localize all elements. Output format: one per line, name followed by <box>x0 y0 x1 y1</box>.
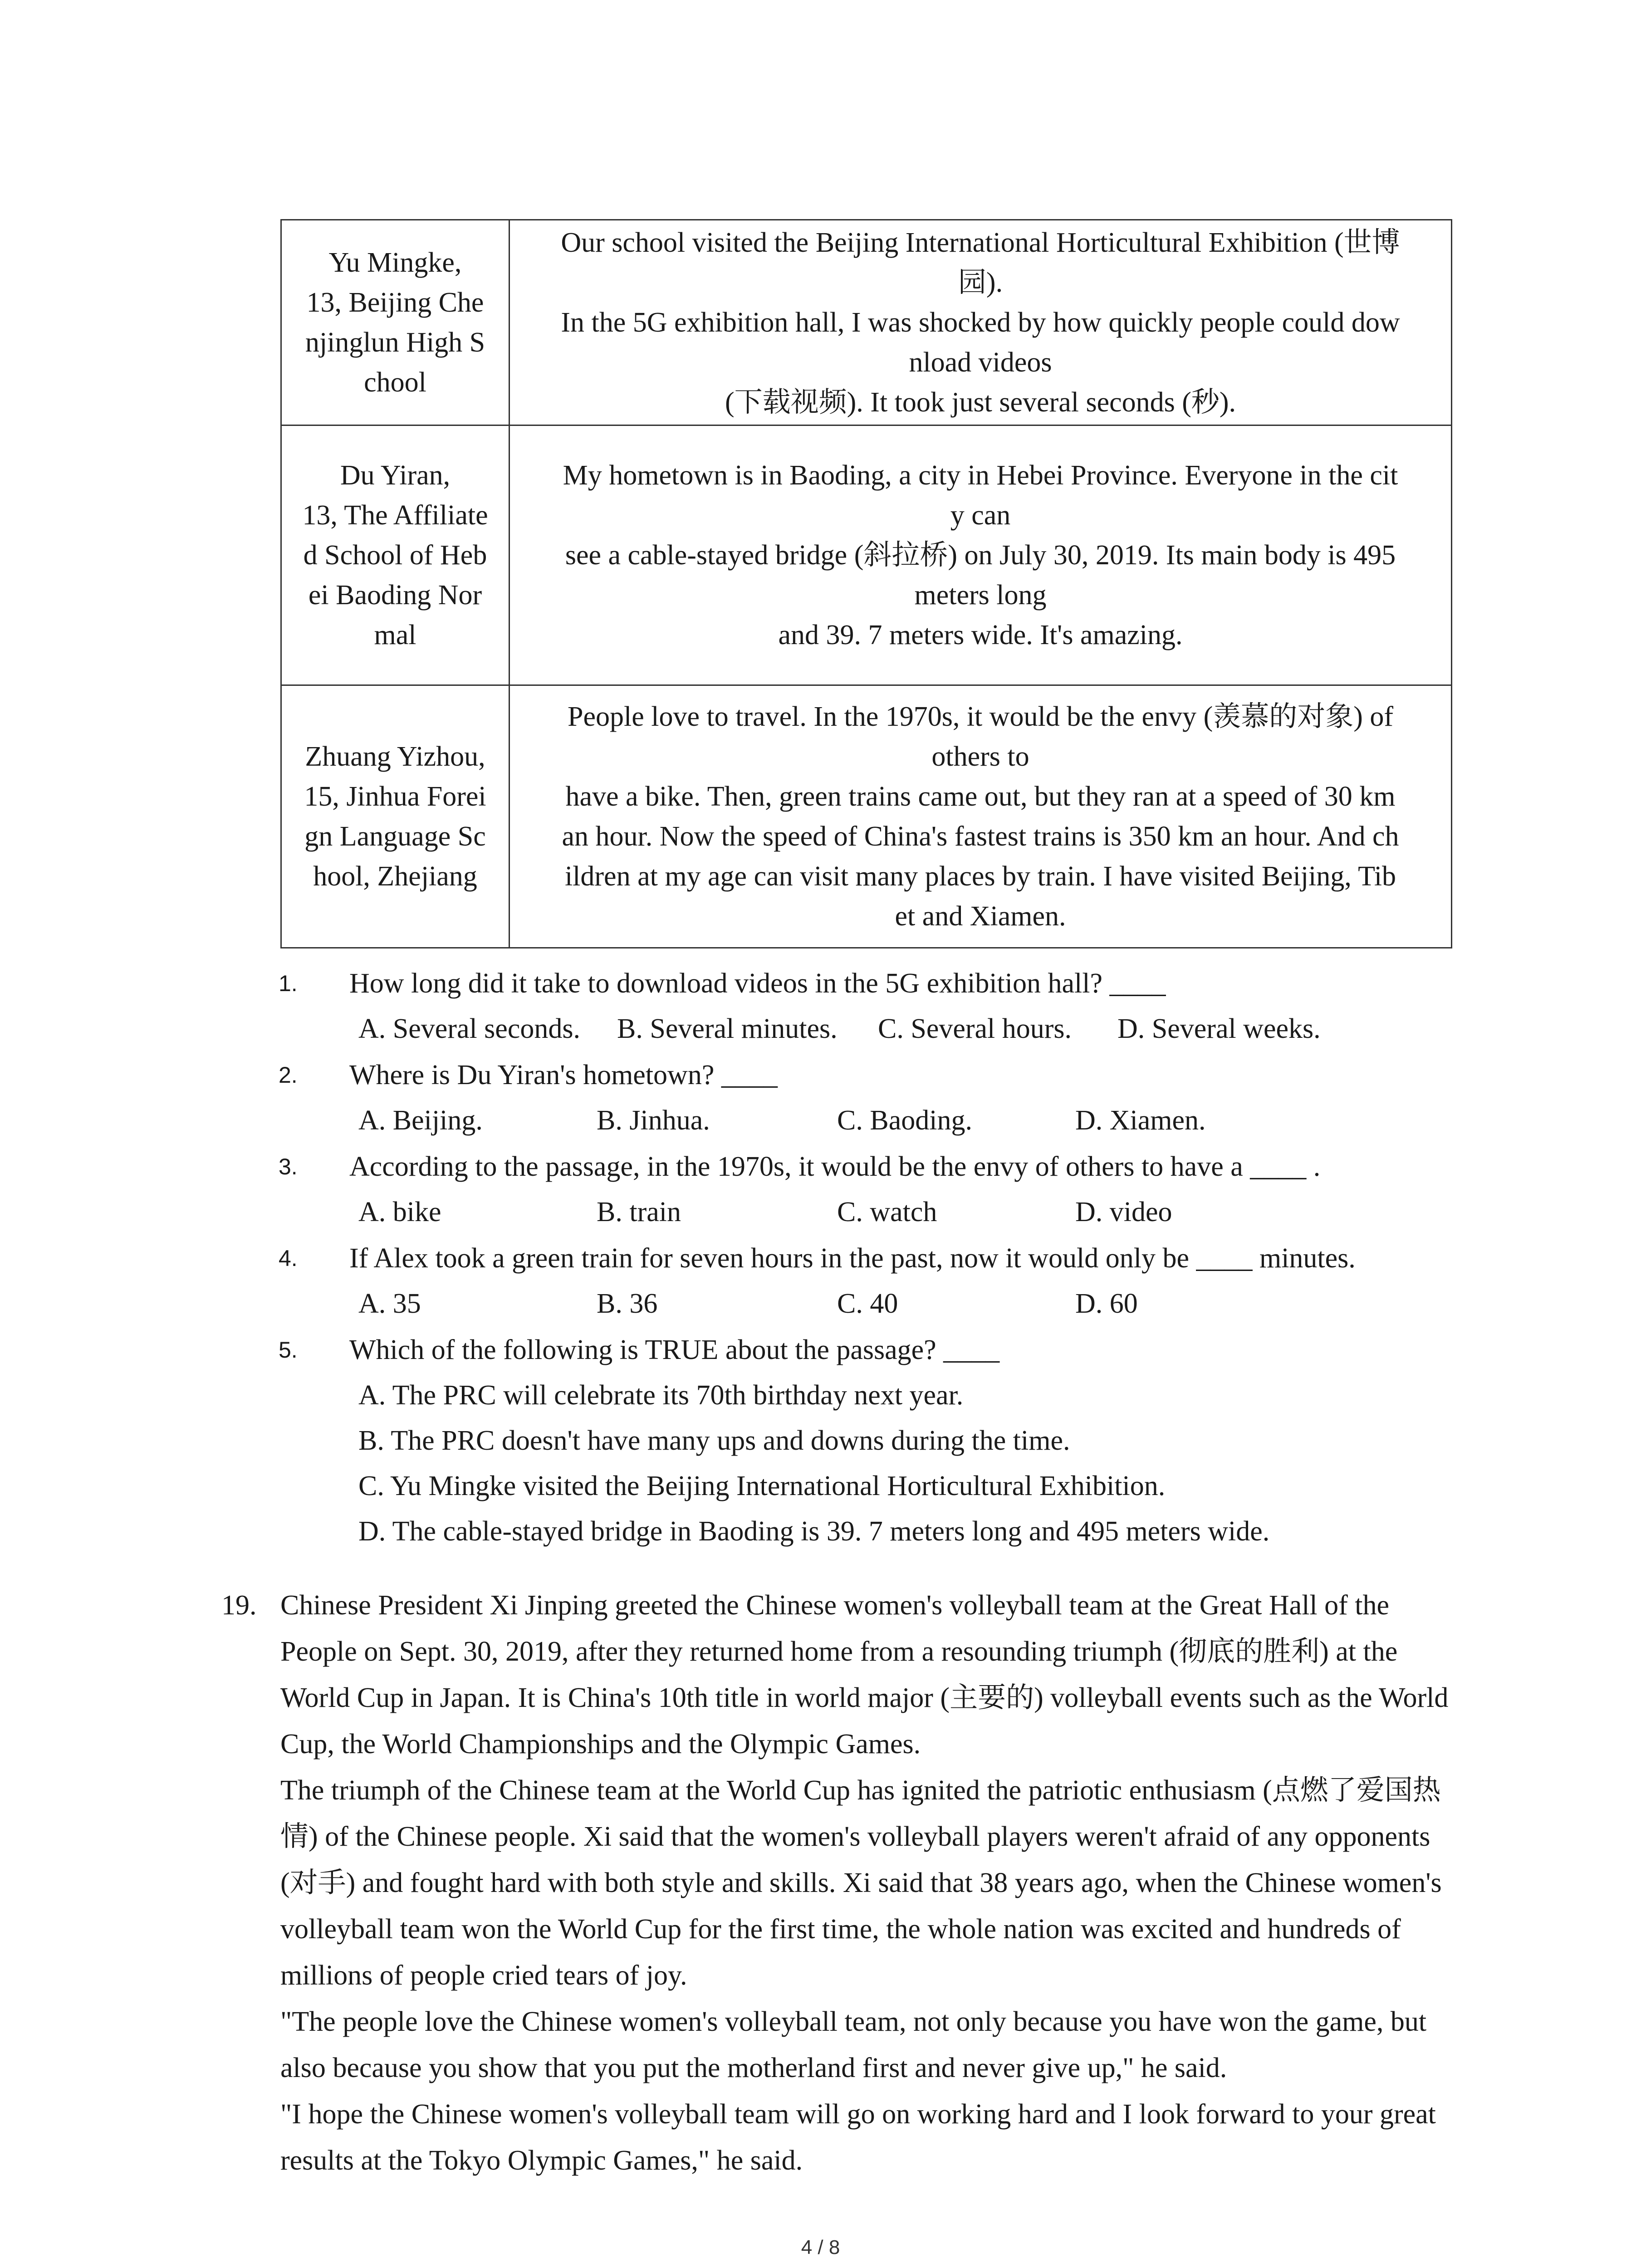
answer-option: A. 35 <box>358 1288 421 1319</box>
student-text-cell: People love to travel. In the 1970s, it would be the envy (羡慕的对象) of others to have a bike. Then, green trains came out, but they ran at a speed of 30 km an hour. Now the speed of China's fastest trains is 350 km an hour. And ch ildren at my age can visit many places by train. I have visited Beijing, Tib et and Xiamen. <box>509 685 1452 948</box>
student-name-cell: Du Yiran, 13, The Affiliate d School of Heb ei Baoding Nor mal <box>281 425 509 685</box>
answer-option: C. 40 <box>837 1288 898 1319</box>
answer-option: A. Beijing. <box>358 1105 483 1136</box>
student-profiles-table <box>280 219 1452 948</box>
question-text: How long did it take to download videos in the 5G exhibition hall? ____ <box>349 968 1166 999</box>
answer-option: C. Several hours. <box>878 1013 1072 1044</box>
answer-option: B. Several minutes. <box>617 1013 838 1044</box>
question-text: Where is Du Yiran's hometown? ____ <box>349 1060 778 1090</box>
question-number: 1. <box>279 971 298 996</box>
passage-paragraph: Chinese President Xi Jinping greeted the Chinese women's volleyball team at the Great Hall of the People on Sept. 30, 2019, after they returned home from a resounding triumph (彻底的胜利) at the World Cup in Japan. It is China's 10th title in world major (主要的) volleyball events such as the World Cup, the World Championships and the Olympic Games. <box>280 1590 1449 1760</box>
answer-option: C. watch <box>837 1197 937 1227</box>
answer-option: A. The PRC will celebrate its 70th birthday next year. <box>358 1380 964 1411</box>
answer-option: D. video <box>1075 1197 1172 1227</box>
question-text: According to the passage, in the 1970s, it would be the envy of others to have a ____ . <box>349 1151 1321 1182</box>
table-row <box>281 425 1452 685</box>
question-text: Which of the following is TRUE about the passage? ____ <box>349 1334 1000 1365</box>
passage-paragraph: "I hope the Chinese women's volleyball team will go on working hard and I look forward to your great results at the Tokyo Olympic Games," he said. <box>280 2099 1436 2176</box>
answer-option: D. Several weeks. <box>1117 1013 1321 1044</box>
answer-option: B. train <box>597 1197 681 1227</box>
question-text: If Alex took a green train for seven hours in the past, now it would only be ____ minutes. <box>349 1243 1356 1274</box>
answer-option: D. 60 <box>1075 1288 1138 1319</box>
answer-option: B. 36 <box>597 1288 658 1319</box>
question-number: 4. <box>279 1246 298 1271</box>
passage-body <box>280 1582 1460 2184</box>
question-number: 2. <box>279 1062 298 1088</box>
answer-option: A. bike <box>358 1197 441 1227</box>
answer-option: A. Several seconds. <box>358 1013 580 1044</box>
student-name-cell: Zhuang Yizhou, 15, Jinhua Forei gn Language Sc hool, Zhejiang <box>281 685 509 948</box>
question-number: 5. <box>279 1337 298 1363</box>
page-number: 4 / 8 <box>801 2236 840 2258</box>
table-row <box>281 220 1452 425</box>
answer-option: B. The PRC doesn't have many ups and downs during the time. <box>358 1425 1070 1456</box>
student-name-cell: Yu Mingke, 13, Beijing Che njinglun High S chool <box>281 220 509 425</box>
passage-paragraph: The triumph of the Chinese team at the World Cup has ignited the patriotic enthusiasm (点燃了爱国热情) of the Chinese people. Xi said that the women's volleyball players weren't afraid of any opponents (对手) and fought hard with both style and skills. Xi said that 38 years ago, when the Chinese women's volleyball team won the World Cup for the first time, the whole nation was excited and hundreds of millions of people cried tears of joy. <box>280 1775 1442 1991</box>
answer-option: D. The cable-stayed bridge in Baoding is 39. 7 meters long and 495 meters wide. <box>358 1516 1270 1547</box>
student-text-cell: Our school visited the Beijing International Horticultural Exhibition (世博 园). In the 5G exhibition hall, I was shocked by how quickly people could dow nload videos (下载视频). It took just several seconds (秒). <box>509 220 1452 425</box>
answer-option: B. Jinhua. <box>597 1105 710 1136</box>
question-number: 3. <box>279 1154 298 1179</box>
answer-option: D. Xiamen. <box>1075 1105 1206 1136</box>
answer-option: C. Baoding. <box>837 1105 972 1136</box>
student-text-cell: My hometown is in Baoding, a city in Hebei Province. Everyone in the cit y can see a cable-stayed bridge (斜拉桥) on July 30, 2019. Its main body is 495 meters long and 39. 7 meters wide. It's amazing. <box>509 425 1452 685</box>
answer-option: C. Yu Mingke visited the Beijing International Horticultural Exhibition. <box>358 1471 1166 1501</box>
passage-number: 19. <box>221 1590 257 1621</box>
passage-paragraph: "The people love the Chinese women's volleyball team, not only because you have won the game, but also because you show that you put the motherland first and never give up," he said. <box>280 2006 1427 2083</box>
table-row <box>281 685 1452 948</box>
